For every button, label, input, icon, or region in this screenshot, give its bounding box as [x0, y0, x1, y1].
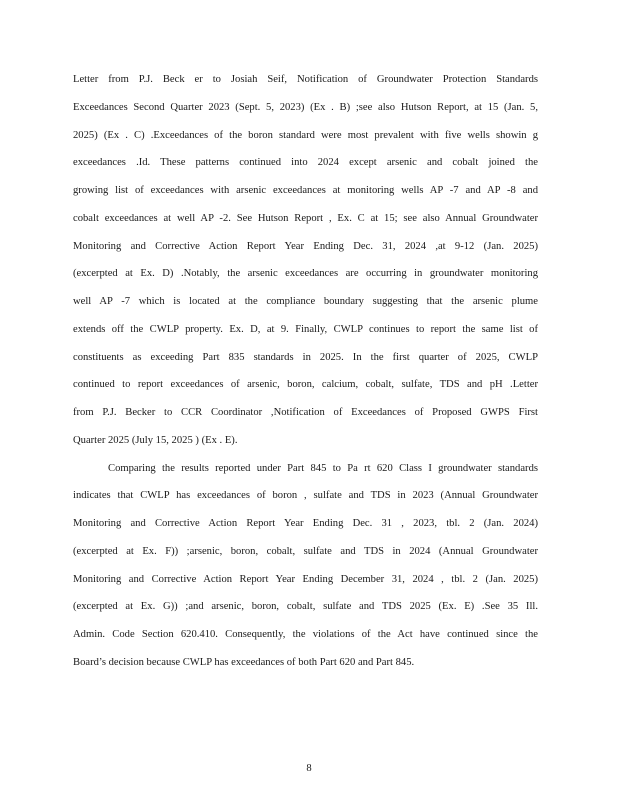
text-line: Exceedances Second Quarter 2023 (Sept. 5, 2023) (Ex . B) ;see also Hutson Report, at 15 (Jan. 5, [73, 102, 538, 113]
text-line: Monitoring and Corrective Action Report Year Ending Dec. 31 , 2023, tbl. 2 (Jan. 2024) [73, 518, 538, 529]
text-line: from P.J. Becker to CCR Coordinator ,Notification of Exceedances of Proposed GWPS First [73, 407, 538, 418]
page-number: 8 [306, 763, 312, 774]
text-line: exceedances .Id. These patterns continued into 2024 except arsenic and cobalt joined the [73, 157, 538, 168]
text-line: Quarter 2025 (July 15, 2025 ) (Ex . E). [73, 435, 238, 446]
text-line: continued to report exceedances of arsenic, boron, calcium, cobalt, sulfate, TDS and pH .Letter [73, 379, 538, 390]
text-line: cobalt exceedances at well AP -2. See Hutson Report , Ex. C at 15; see also Annual Groundwater [73, 213, 538, 224]
text-line: Letter from P.J. Beck er to Josiah Seif, Notification of Groundwater Protection Standards [73, 74, 538, 85]
text-line: (excerpted at Ex. D) .Notably, the arsenic exceedances are occurring in groundwater monitoring [73, 268, 538, 279]
text-line: Admin. Code Section 620.410. Consequently, the violations of the Act have continued since the [73, 629, 538, 640]
text-line: (excerpted at Ex. G)) ;and arsenic, boron, cobalt, sulfate and TDS 2025 (Ex. E) .See 35 Ill. [73, 601, 538, 612]
text-line: Comparing the results reported under Part 845 to Pa rt 620 Class I groundwater standards [108, 463, 538, 474]
text-line: (excerpted at Ex. F)) ;arsenic, boron, cobalt, sulfate and TDS in 2024 (Annual Groundwater [73, 546, 538, 557]
text-line: 2025) (Ex . C) .Exceedances of the boron standard were most prevalent with five wells showin g [73, 130, 538, 141]
text-line: indicates that CWLP has exceedances of boron , sulfate and TDS in 2023 (Annual Groundwater [73, 490, 538, 501]
text-line: Board’s decision because CWLP has exceedances of both Part 620 and Part 845. [73, 657, 415, 668]
text-line: Monitoring and Corrective Action Report Year Ending Dec. 31, 2024 ,at 9-12 (Jan. 2025) [73, 241, 538, 252]
text-line: growing list of exceedances with arsenic exceedances at monitoring wells AP -7 and AP -8 and [73, 185, 538, 196]
text-line: well AP -7 which is located at the compliance boundary suggesting that the arsenic plume [73, 296, 538, 307]
text-line: extends off the CWLP property. Ex. D, at 9. Finally, CWLP continues to report the same list of [73, 324, 538, 335]
text-line: constituents as exceeding Part 835 standards in 2025. In the first quarter of 2025, CWLP [73, 352, 538, 363]
text-line: Monitoring and Corrective Action Report Year Ending December 31, 2024 , tbl. 2 (Jan. 2025) [73, 574, 538, 585]
